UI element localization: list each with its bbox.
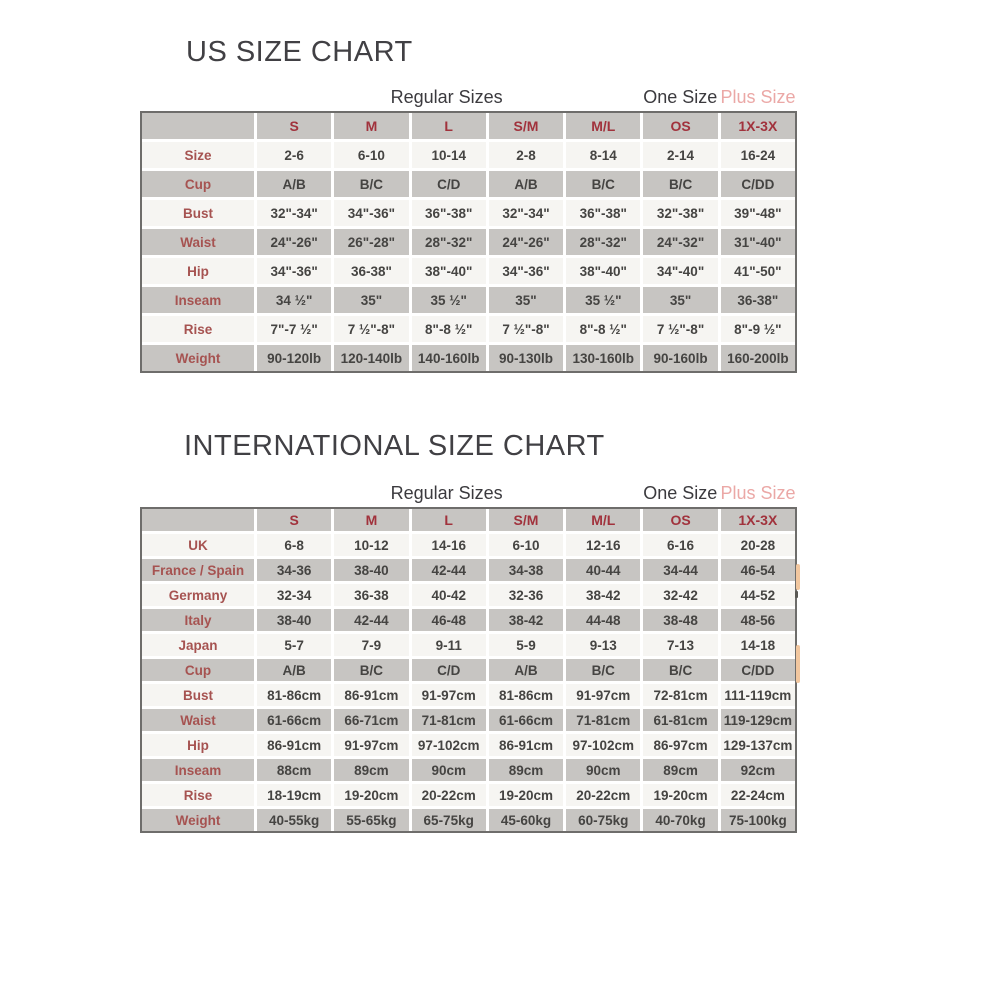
value-cell: 8"-9 ½" xyxy=(721,316,795,342)
value-cell: 8"-8 ½" xyxy=(566,316,640,342)
value-cell: 6-8 xyxy=(257,534,331,556)
value-cell: 90-120lb xyxy=(257,345,331,371)
column-header: M/L xyxy=(566,113,640,139)
value-cell: 22-24cm xyxy=(721,784,795,806)
intl-regular-sizes-label: Regular Sizes xyxy=(390,483,503,503)
value-cell: 86-97cm xyxy=(643,734,717,756)
value-cell: 48-56 xyxy=(721,609,795,631)
value-cell: 130-160lb xyxy=(566,345,640,371)
value-cell: 40-70kg xyxy=(643,809,717,831)
row-label: Rise xyxy=(142,316,254,342)
value-cell: 34 ½" xyxy=(257,287,331,313)
value-cell: C/DD xyxy=(721,659,795,681)
value-cell: 20-28 xyxy=(721,534,795,556)
value-cell: 120-140lb xyxy=(334,345,408,371)
value-cell: B/C xyxy=(566,659,640,681)
value-cell: 35" xyxy=(334,287,408,313)
value-cell: 36"-38" xyxy=(412,200,486,226)
value-cell: 72-81cm xyxy=(643,684,717,706)
column-header: S xyxy=(257,509,331,531)
column-header: 1X-3X xyxy=(721,113,795,139)
value-cell: 5-9 xyxy=(489,634,563,656)
value-cell: 28"-32" xyxy=(566,229,640,255)
row-label: Hip xyxy=(142,258,254,284)
value-cell: 32-34 xyxy=(257,584,331,606)
value-cell: B/C xyxy=(643,659,717,681)
value-cell: 18-19cm xyxy=(257,784,331,806)
column-header: M xyxy=(334,509,408,531)
value-cell: 111-119cm xyxy=(721,684,795,706)
value-cell: 35 ½" xyxy=(566,287,640,313)
value-cell: 39"-48" xyxy=(721,200,795,226)
column-header: L xyxy=(412,113,486,139)
value-cell: 91-97cm xyxy=(412,684,486,706)
value-cell: 7-13 xyxy=(643,634,717,656)
value-cell: 46-54 xyxy=(721,559,795,581)
value-cell: 24"-32" xyxy=(643,229,717,255)
value-cell: A/B xyxy=(489,659,563,681)
value-cell: 16-24 xyxy=(721,142,795,168)
value-cell: 40-44 xyxy=(566,559,640,581)
row-label: Bust xyxy=(142,200,254,226)
value-cell: 38-40 xyxy=(257,609,331,631)
column-header: M/L xyxy=(566,509,640,531)
value-cell: 24"-26" xyxy=(257,229,331,255)
value-cell: 129-137cm xyxy=(721,734,795,756)
value-cell: 75-100kg xyxy=(721,809,795,831)
row-label: Italy xyxy=(142,609,254,631)
value-cell: 35 ½" xyxy=(412,287,486,313)
value-cell: 20-22cm xyxy=(566,784,640,806)
value-cell: 32"-38" xyxy=(643,200,717,226)
value-cell: 38"-40" xyxy=(566,258,640,284)
corner-cell xyxy=(142,509,254,531)
value-cell: C/DD xyxy=(721,171,795,197)
value-cell: 9-11 xyxy=(412,634,486,656)
row-label: Inseam xyxy=(142,287,254,313)
value-cell: 10-12 xyxy=(334,534,408,556)
corner-cell xyxy=(142,113,254,139)
value-cell: 14-16 xyxy=(412,534,486,556)
value-cell: 86-91cm xyxy=(489,734,563,756)
value-cell: 32"-34" xyxy=(257,200,331,226)
column-header: 1X-3X xyxy=(721,509,795,531)
column-header: S/M xyxy=(489,509,563,531)
value-cell: 7"-7 ½" xyxy=(257,316,331,342)
row-label: Bust xyxy=(142,684,254,706)
value-cell: 90-130lb xyxy=(489,345,563,371)
value-cell: 34"-36" xyxy=(334,200,408,226)
us-regular-sizes-label: Regular Sizes xyxy=(390,87,503,107)
intl-one-size-label: One Size xyxy=(643,483,718,503)
row-label: Cup xyxy=(142,659,254,681)
us-group-labels xyxy=(140,84,797,108)
intl-size-table xyxy=(140,507,797,833)
row-label: Size xyxy=(142,142,254,168)
value-cell: 71-81cm xyxy=(412,709,486,731)
value-cell: 36-38 xyxy=(334,584,408,606)
value-cell: A/B xyxy=(257,171,331,197)
value-cell: B/C xyxy=(334,171,408,197)
edge-smudge-mark xyxy=(796,645,800,683)
value-cell: 44-48 xyxy=(566,609,640,631)
row-label: Germany xyxy=(142,584,254,606)
value-cell: 8-14 xyxy=(566,142,640,168)
value-cell: 81-86cm xyxy=(257,684,331,706)
value-cell: 38-42 xyxy=(566,584,640,606)
row-label: Inseam xyxy=(142,759,254,781)
value-cell: B/C xyxy=(566,171,640,197)
value-cell: 61-66cm xyxy=(489,709,563,731)
value-cell: 34-36 xyxy=(257,559,331,581)
value-cell: 81-86cm xyxy=(489,684,563,706)
edge-smudge-mark xyxy=(796,564,800,590)
value-cell: C/D xyxy=(412,659,486,681)
value-cell: 119-129cm xyxy=(721,709,795,731)
value-cell: 7 ½"-8" xyxy=(334,316,408,342)
row-label: France / Spain xyxy=(142,559,254,581)
value-cell: 90cm xyxy=(566,759,640,781)
value-cell: 2-6 xyxy=(257,142,331,168)
us-one-size-label: One Size xyxy=(643,87,718,107)
value-cell: 35" xyxy=(489,287,563,313)
value-cell: 38-48 xyxy=(643,609,717,631)
value-cell: 20-22cm xyxy=(412,784,486,806)
row-label: Rise xyxy=(142,784,254,806)
value-cell: 65-75kg xyxy=(412,809,486,831)
value-cell: 36-38" xyxy=(721,287,795,313)
row-label: Hip xyxy=(142,734,254,756)
value-cell: 5-7 xyxy=(257,634,331,656)
value-cell: 38"-40" xyxy=(412,258,486,284)
value-cell: 97-102cm xyxy=(412,734,486,756)
column-header: OS xyxy=(643,509,717,531)
value-cell: 28"-32" xyxy=(412,229,486,255)
value-cell: B/C xyxy=(334,659,408,681)
value-cell: 55-65kg xyxy=(334,809,408,831)
column-header: L xyxy=(412,509,486,531)
value-cell: C/D xyxy=(412,171,486,197)
value-cell: 2-14 xyxy=(643,142,717,168)
value-cell: 10-14 xyxy=(412,142,486,168)
value-cell: 89cm xyxy=(489,759,563,781)
value-cell: 32-36 xyxy=(489,584,563,606)
value-cell: 19-20cm xyxy=(334,784,408,806)
value-cell: 66-71cm xyxy=(334,709,408,731)
value-cell: 12-16 xyxy=(566,534,640,556)
value-cell: 140-160lb xyxy=(412,345,486,371)
us-plus-size-label: Plus Size xyxy=(720,87,796,107)
value-cell: 89cm xyxy=(334,759,408,781)
row-label: Waist xyxy=(142,229,254,255)
intl-group-labels xyxy=(140,480,797,504)
value-cell: 9-13 xyxy=(566,634,640,656)
value-cell: 46-48 xyxy=(412,609,486,631)
us-chart-title: US SIZE CHART xyxy=(186,36,413,68)
value-cell: 42-44 xyxy=(334,609,408,631)
value-cell: 88cm xyxy=(257,759,331,781)
value-cell: 34"-36" xyxy=(257,258,331,284)
value-cell: 86-91cm xyxy=(257,734,331,756)
row-label: Waist xyxy=(142,709,254,731)
value-cell: 42-44 xyxy=(412,559,486,581)
value-cell: 160-200lb xyxy=(721,345,795,371)
value-cell: 45-60kg xyxy=(489,809,563,831)
value-cell: A/B xyxy=(489,171,563,197)
value-cell: 38-42 xyxy=(489,609,563,631)
row-label: Weight xyxy=(142,809,254,831)
value-cell: 41"-50" xyxy=(721,258,795,284)
value-cell: 31"-40" xyxy=(721,229,795,255)
column-header: S/M xyxy=(489,113,563,139)
value-cell: 92cm xyxy=(721,759,795,781)
row-label: Weight xyxy=(142,345,254,371)
value-cell: 36"-38" xyxy=(566,200,640,226)
value-cell: 34-44 xyxy=(643,559,717,581)
value-cell: 24"-26" xyxy=(489,229,563,255)
value-cell: 2-8 xyxy=(489,142,563,168)
value-cell: 71-81cm xyxy=(566,709,640,731)
value-cell: 32"-34" xyxy=(489,200,563,226)
intl-chart-title: INTERNATIONAL SIZE CHART xyxy=(184,430,605,462)
value-cell: 90-160lb xyxy=(643,345,717,371)
value-cell: 6-10 xyxy=(334,142,408,168)
row-label: Cup xyxy=(142,171,254,197)
value-cell: 19-20cm xyxy=(489,784,563,806)
value-cell: B/C xyxy=(643,171,717,197)
value-cell: 40-55kg xyxy=(257,809,331,831)
edge-dot-mark xyxy=(795,591,798,598)
column-header: OS xyxy=(643,113,717,139)
column-header: M xyxy=(334,113,408,139)
value-cell: 32-42 xyxy=(643,584,717,606)
value-cell: 61-81cm xyxy=(643,709,717,731)
value-cell: 8"-8 ½" xyxy=(412,316,486,342)
value-cell: 61-66cm xyxy=(257,709,331,731)
intl-plus-size-label: Plus Size xyxy=(720,483,796,503)
value-cell: 26"-28" xyxy=(334,229,408,255)
us-size-table xyxy=(140,111,797,373)
value-cell: 97-102cm xyxy=(566,734,640,756)
row-label: UK xyxy=(142,534,254,556)
value-cell: 34"-40" xyxy=(643,258,717,284)
value-cell: 14-18 xyxy=(721,634,795,656)
value-cell: 19-20cm xyxy=(643,784,717,806)
value-cell: 6-16 xyxy=(643,534,717,556)
row-label: Japan xyxy=(142,634,254,656)
value-cell: 35" xyxy=(643,287,717,313)
value-cell: 36-38" xyxy=(334,258,408,284)
value-cell: 91-97cm xyxy=(334,734,408,756)
value-cell: 44-52 xyxy=(721,584,795,606)
value-cell: 6-10 xyxy=(489,534,563,556)
value-cell: 89cm xyxy=(643,759,717,781)
value-cell: 34"-36" xyxy=(489,258,563,284)
value-cell: 86-91cm xyxy=(334,684,408,706)
value-cell: 7-9 xyxy=(334,634,408,656)
value-cell: 60-75kg xyxy=(566,809,640,831)
column-header: S xyxy=(257,113,331,139)
value-cell: 7 ½"-8" xyxy=(489,316,563,342)
value-cell: 90cm xyxy=(412,759,486,781)
value-cell: 38-40 xyxy=(334,559,408,581)
value-cell: 91-97cm xyxy=(566,684,640,706)
value-cell: A/B xyxy=(257,659,331,681)
value-cell: 34-38 xyxy=(489,559,563,581)
value-cell: 7 ½"-8" xyxy=(643,316,717,342)
value-cell: 40-42 xyxy=(412,584,486,606)
